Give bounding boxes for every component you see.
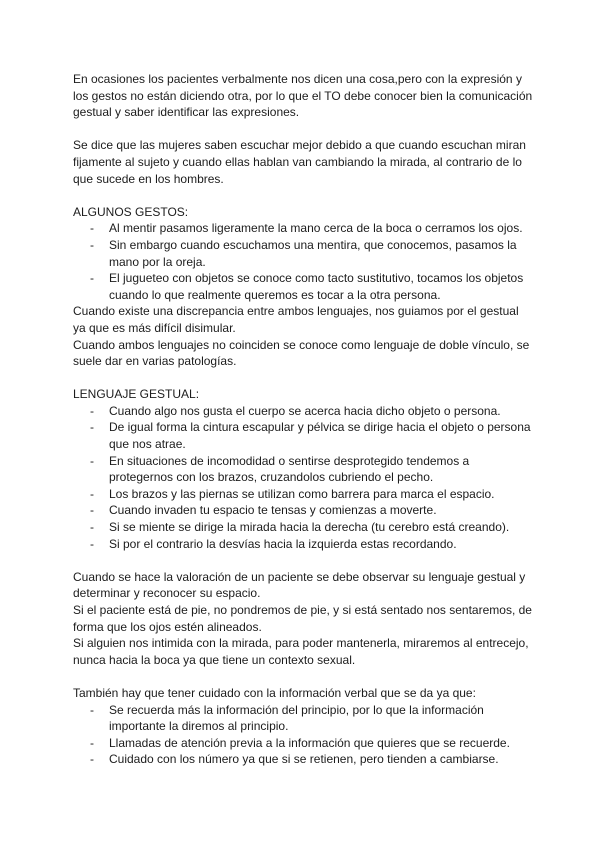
eye-level-paragraph: Si el paciente está de pie, no pondremos de pie, y si está sentado nos sentaremos, de forma que los ojos estén alineados. (73, 603, 532, 634)
document-page (73, 71, 533, 768)
dash-bullet: - (90, 520, 94, 535)
dash-bullet: - (90, 735, 94, 750)
discrepancy-paragraph: Cuando existe una discrepancia entre ambos lenguajes, nos guiamos por el gestual ya que es más difícil disimular. (73, 304, 519, 335)
spacer (73, 121, 533, 138)
list-item (73, 751, 533, 768)
intimidation-paragraph: Si alguien nos intimida con la mirada, para poder mantenerla, miraremos al entrecejo, nunca hacia la boca ya que tiene un contexto sexual. (73, 636, 529, 667)
spacer (73, 668, 533, 685)
list-item (73, 270, 533, 303)
list-item-text: Los brazos y las piernas se utilizan como barrera para marca el espacio. (109, 486, 495, 501)
list-item (73, 702, 533, 735)
dash-bullet: - (90, 486, 94, 501)
dash-bullet: - (90, 536, 94, 551)
assessment-paragraph: Cuando se hace la valoración de un paciente se debe observar su lenguaje gestual y determinar y reconocer su espacio. (73, 569, 526, 601)
dash-bullet: - (90, 271, 94, 286)
verbal-info-list (73, 702, 533, 768)
list-item (73, 735, 533, 752)
list-item-text: Cuando algo nos gusta el cuerpo se acerca hacia dicho objeto o persona. (109, 403, 501, 418)
list-item-text: Cuidado con los número ya que si se retienen, pero tienden a cambiarse. (109, 752, 499, 767)
list-item-text: De igual forma la cintura escapular y pélvica se dirige hacia el objeto o persona que nos atrae. (109, 420, 531, 452)
list-item-text: Llamadas de atención previa a la información que quieres que se recuerde. (109, 735, 510, 750)
gestures-list (73, 220, 533, 303)
dash-bullet: - (90, 752, 94, 767)
list-item-text: Sin embargo cuando escuchamos una mentira, que conocemos, pasamos la mano por la oreja. (109, 237, 517, 269)
list-item-text: Cuando invaden tu espacio te tensas y comienzas a moverte. (109, 503, 437, 518)
list-item (73, 486, 533, 503)
verbal-info-intro: También hay que tener cuidado con la información verbal que se da ya que: (73, 685, 476, 700)
list-item-text: Si por el contrario la desvías hacia la izquierda estas recordando. (109, 536, 457, 551)
intro-paragraph-1: En ocasiones los pacientes verbalmente nos dicen una cosa,pero con la expresión y los gestos no están diciendo otra, por lo que el TO debe conocer bien la comunicación gestual y saber identificar las expresiones. (73, 72, 533, 120)
spacer (73, 187, 533, 204)
spacer (73, 370, 533, 387)
dash-bullet: - (90, 503, 94, 518)
list-item (73, 237, 533, 270)
list-item (73, 220, 533, 237)
section-heading-lenguaje-gestual: LENGUAJE GESTUAL: (73, 387, 200, 402)
list-item (73, 519, 533, 536)
dash-bullet: - (90, 403, 94, 418)
dash-bullet: - (90, 453, 94, 468)
list-item (73, 403, 533, 420)
dash-bullet: - (90, 702, 94, 717)
section-heading-algunos-gestos: ALGUNOS GESTOS: (73, 204, 189, 219)
list-item-text: El jugueteo con objetos se conoce como tacto sustitutivo, tocamos los objetos cuando lo que realmente queremos es tocar a la otra persona. (109, 271, 524, 302)
double-bind-paragraph: Cuando ambos lenguajes no coinciden se conoce como lenguaje de doble vínculo, se suele dar en varias patologías. (73, 337, 530, 369)
gestural-language-list (73, 403, 533, 552)
dash-bullet: - (90, 420, 94, 435)
spacer (73, 552, 533, 569)
list-item (73, 453, 533, 486)
list-item-text: Se recuerda más la información del principio, por lo que la información importante la diremos al principio. (109, 702, 484, 734)
list-item-text: Al mentir pasamos ligeramente la mano cerca de la boca o cerramos los ojos. (109, 221, 523, 236)
list-item (73, 502, 533, 519)
dash-bullet: - (90, 221, 94, 236)
list-item-text: Si se miente se dirige la mirada hacia la derecha (tu cerebro está creando). (109, 520, 510, 535)
list-item (73, 536, 533, 553)
dash-bullet: - (90, 237, 94, 252)
list-item (73, 419, 533, 452)
intro-paragraph-2: Se dice que las mujeres saben escuchar mejor debido a que cuando escuchan miran fijamente al sujeto y cuando ellas hablan van cambiando la mirada, al contrario de lo que sucede en los hombres. (73, 138, 526, 186)
list-item-text: En situaciones de incomodidad o sentirse desprotegido tendemos a protegernos con los brazos, cruzandolos cubriendo el pecho. (109, 453, 470, 485)
